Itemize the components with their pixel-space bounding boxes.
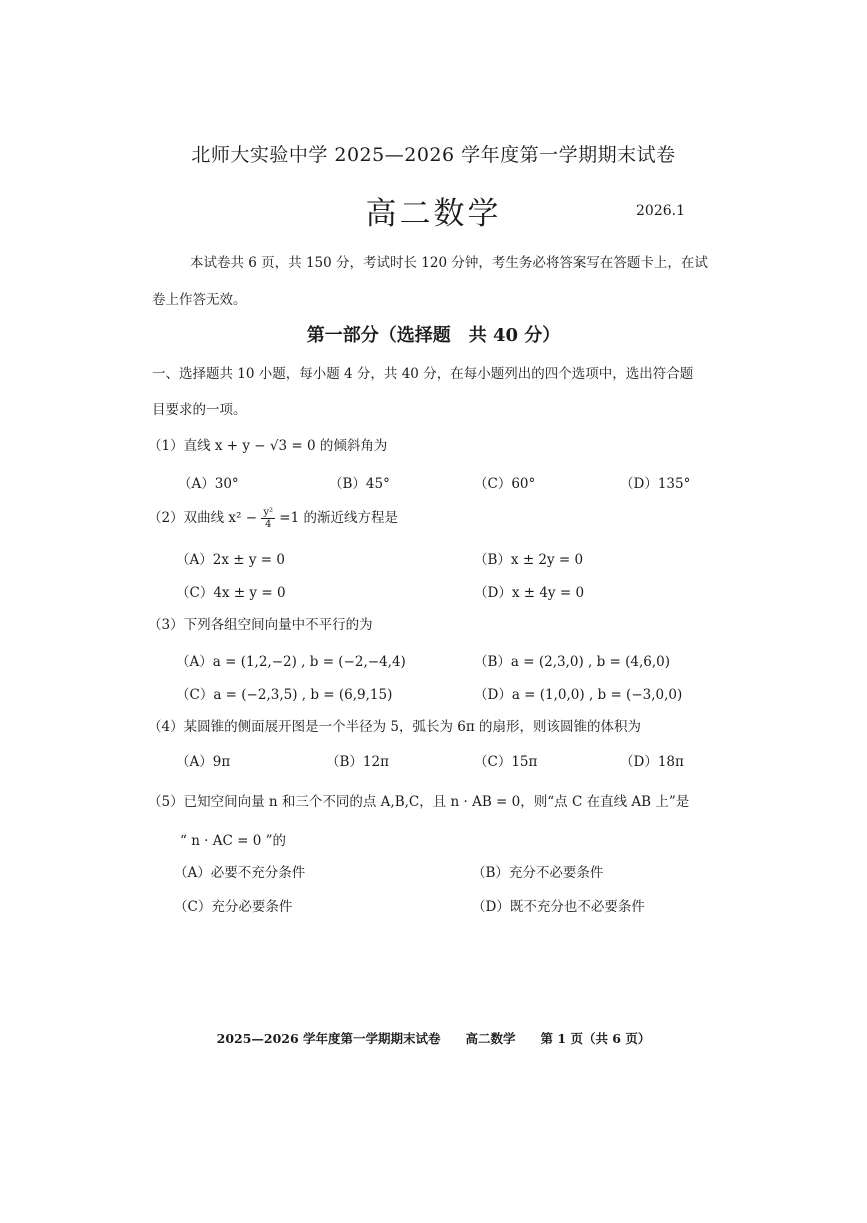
question-5-stem-line-1: （5）已知空间向量 n 和三个不同的点 A,B,C，且 n · AB = 0，则“点 C 在直线 AB 上”是	[148, 794, 690, 810]
question-4-stem: （4）某圆锥的侧面展开图是一个半径为 5，弧长为 6π 的扇形，则该圆锥的体积为	[148, 719, 642, 735]
question-1-stem: （1）直线 x + y − √3 = 0 的倾斜角为	[148, 438, 388, 454]
question-3-option-a: （A）a = (1,2,−2) , b = (−2,−4,4)	[176, 654, 406, 670]
question-2-option-d: （D）x ± 4y = 0	[474, 585, 585, 601]
question-4-option-b: （B）12π	[326, 754, 389, 770]
exam-date: 2026.1	[636, 203, 685, 219]
school-title: 北师大实验中学 2025—2026 学年度第一学期期末试卷	[191, 144, 676, 166]
question-5-option-c: （C）充分必要条件	[174, 899, 293, 915]
question-5-stem-line-2: “ n · AC = 0 ”的	[180, 833, 287, 849]
question-5-option-d: （D）既不充分也不必要条件	[472, 899, 645, 915]
question-2-stem-suffix: =1 的渐近线方程是	[279, 510, 398, 526]
question-3-option-b: （B）a = (2,3,0) , b = (4,6,0)	[474, 654, 671, 670]
question-2-option-c: （C）4x ± y = 0	[176, 585, 286, 601]
question-4-option-c: （C）15π	[474, 754, 538, 770]
question-3-stem: （3）下列各组空间向量中不平行的为	[148, 617, 373, 633]
question-1-option-a: （A）30°	[178, 476, 239, 492]
section-instruction-line-2: 目要求的一项。	[152, 402, 247, 418]
subject-title: 高二数学	[365, 196, 502, 232]
section-instruction-line-1: 一、选择题共 10 小题，每小题 4 分，共 40 分，在每小题列出的四个选项中，选出符合题	[152, 366, 694, 382]
question-2-stem	[148, 506, 398, 530]
question-4-option-a: （A）9π	[176, 754, 231, 770]
question-5-option-a: （A）必要不充分条件	[174, 865, 306, 881]
question-4-option-d: （D）18π	[620, 754, 684, 770]
question-2-option-a: （A）2x ± y = 0	[176, 552, 285, 568]
notice-line-2: 卷上作答无效。	[152, 292, 247, 308]
question-2-option-b: （B）x ± 2y = 0	[474, 552, 584, 568]
question-2-fraction-denominator: 4	[264, 519, 272, 530]
notice-line-1: 本试卷共 6 页，共 150 分，考试时长 120 分钟，考生务必将答案写在答题卡上，在试	[190, 255, 708, 271]
question-5-option-b: （B）充分不必要条件	[472, 865, 604, 881]
question-3-option-d: （D）a = (1,0,0) , b = (−3,0,0)	[474, 687, 683, 703]
question-2-fraction	[261, 507, 275, 530]
page-footer: 2025—2026 学年度第一学期期末试卷 高二数学 第 1 页（共 6 页）	[216, 1031, 651, 1046]
question-3-option-c: （C）a = (−2,3,5) , b = (6,9,15)	[176, 687, 393, 703]
question-2-stem-prefix: （2）双曲线 x² −	[148, 510, 258, 526]
question-1-option-c: （C）60°	[474, 476, 536, 492]
part-title: 第一部分（选择题 共 40 分）	[306, 325, 561, 346]
question-1-option-d: （D）135°	[620, 476, 691, 492]
question-2-fraction-numerator: y²	[263, 507, 273, 518]
question-1-option-b: （B）45°	[329, 476, 390, 492]
